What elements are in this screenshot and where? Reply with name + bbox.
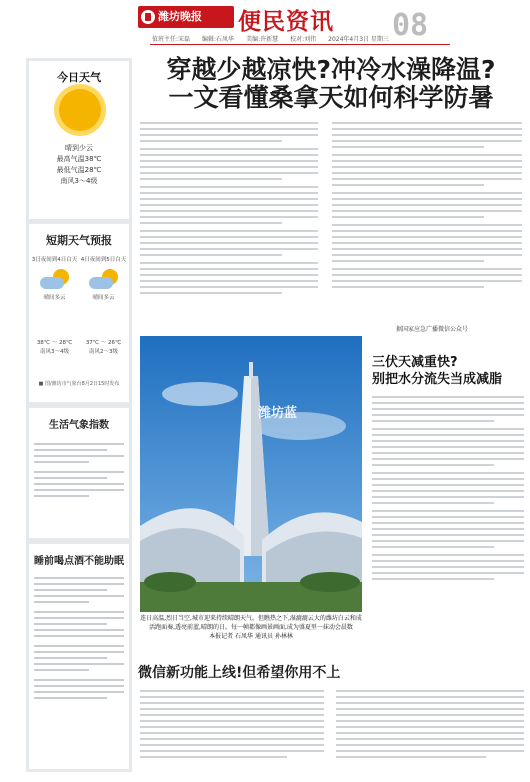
main-headline-line: 穿越少越凉快?冲冷水澡降温?	[166, 55, 496, 84]
meta-item: 美编:许新慧	[246, 36, 279, 43]
masthead-text: 潍坊晚报	[158, 10, 202, 23]
partly-cloudy-icon	[89, 269, 119, 291]
forecast-day-label: 3日夜间到4日白天	[31, 257, 78, 263]
city-photo	[140, 336, 362, 612]
side-article-headline	[372, 354, 524, 388]
weather-today-panel	[29, 61, 129, 219]
forecast-day-desc: 晴间多云	[92, 295, 115, 301]
sleep-tip-panel	[29, 544, 129, 769]
forecast-day-label: 4日夜间到5日白天	[80, 257, 127, 263]
masthead-logo-icon	[141, 10, 155, 24]
forecast-panel	[29, 224, 129, 402]
life-index-panel	[29, 408, 129, 538]
side-headline-line: 三伏天减重快?	[372, 355, 458, 370]
forecast-day-desc: 晴间多云	[43, 295, 66, 301]
meta-item: 校对:刘伟	[290, 36, 317, 43]
sun-icon	[59, 89, 101, 131]
bottom-article-headline: 微信新功能上线!但希望你用不上	[138, 665, 341, 681]
caption-credit: 本报记者 石凤华 通讯员 孙林林	[209, 633, 293, 640]
weather-line: 南风3～4级	[60, 177, 98, 185]
page-header	[0, 0, 530, 46]
page-meta	[152, 34, 448, 43]
forecast-day-wind: 南风2～3级	[89, 349, 118, 355]
weather-line: 最低气温28℃	[56, 166, 102, 174]
weather-today-lines	[29, 143, 129, 187]
weather-line: 晴到少云	[65, 144, 93, 152]
left-sidebar	[26, 58, 132, 772]
sleep-tip-body	[29, 567, 129, 699]
forecast-day-temp: 37℃ ～ 26℃	[85, 340, 122, 346]
forecast-columns	[31, 256, 127, 357]
header-rule	[150, 44, 450, 45]
side-article-body	[372, 396, 524, 584]
page-number: 08	[392, 8, 429, 43]
life-index-title: 生活气象指数	[49, 420, 109, 431]
section-title: 便民资讯	[238, 8, 334, 35]
main-headline	[138, 56, 524, 112]
bottom-article-column	[140, 690, 324, 762]
forecast-title: 短期天气预报	[46, 234, 112, 247]
forecast-note: ■ 图/潍坊市气象台8月2日15时发布	[38, 381, 120, 387]
weather-today-title: 今日天气	[57, 71, 101, 84]
main-headline-line: 一文看懂桑拿天如何科学防暑	[168, 83, 494, 112]
bottom-article-column	[336, 690, 524, 762]
article-column	[332, 122, 522, 292]
forecast-day-wind: 南风3～4级	[40, 349, 69, 355]
forecast-day	[31, 256, 78, 357]
side-headline-line: 别把水分流失当成减脂	[372, 372, 503, 387]
city-photo-illustration	[140, 336, 362, 612]
partly-cloudy-icon	[40, 269, 70, 291]
forecast-day-temp: 38℃ ～ 28℃	[36, 340, 73, 346]
photo-caption	[140, 614, 362, 641]
meta-item: 编辑:石凤华	[202, 36, 235, 43]
weather-line: 最高气温38℃	[56, 155, 102, 163]
caption-text: 连日高温,烈日当空,城市迎来持续晴朗天气。但瞧热之下,湿漉漉云大的潍坊白云和成活跑面奏,透亮前蓝,晴朗的日。每一帧都像画景画面,成为盛夏里一抹动会晨数	[140, 615, 362, 631]
photo-overlay-text: 潍坊蓝	[258, 406, 298, 421]
article-byline: 据国家应急广播微信公众号	[396, 326, 469, 333]
forecast-day	[80, 256, 127, 357]
meta-item: 值班主任:宋磊	[152, 36, 191, 43]
meta-item: 2024年4月3日 星期三	[328, 36, 389, 43]
sleep-tip-title: 睡前喝点酒不能助眠	[34, 556, 124, 567]
article-column	[140, 122, 318, 298]
life-index-body	[29, 431, 129, 497]
masthead-badge	[138, 6, 234, 28]
